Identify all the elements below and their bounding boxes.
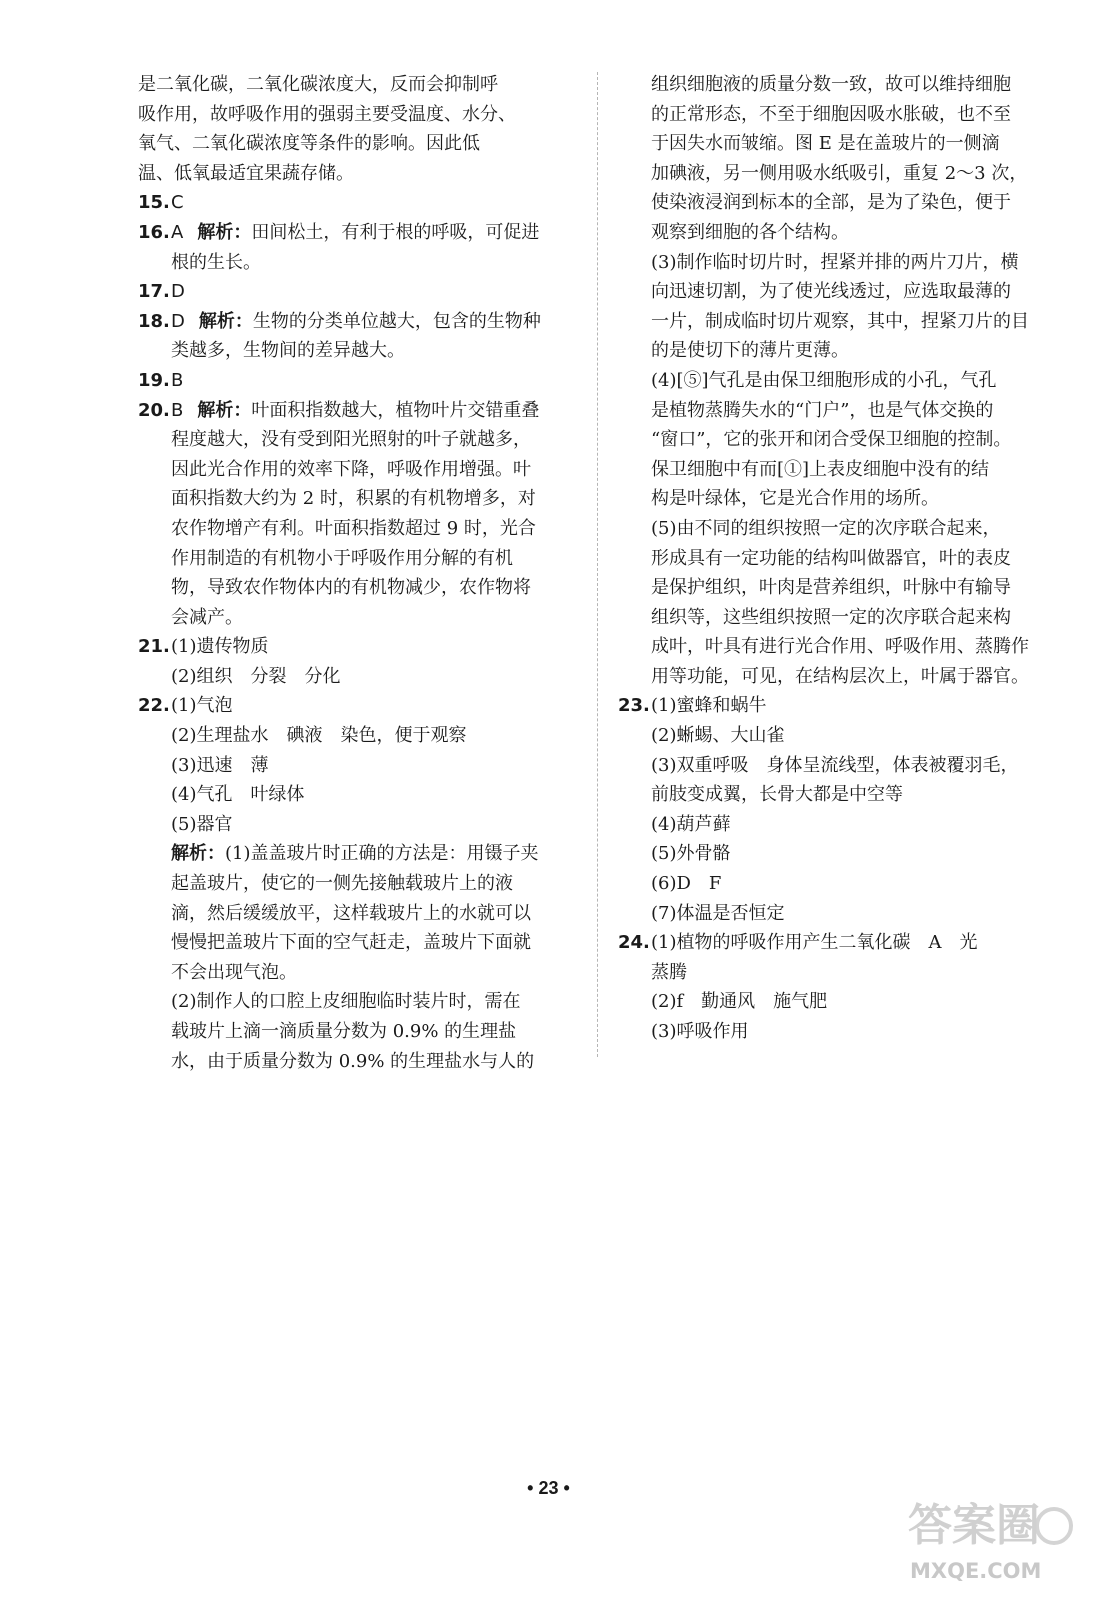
text-line: 组织细胞液的质量分数一致，故可以维持细胞 (651, 74, 1011, 95)
answer-22: 22.(1)气泡 (138, 695, 233, 717)
answer-24: 24.(1)植物的呼吸作用产生二氧化碳 A 光 (618, 932, 978, 954)
analysis-label: 解析： (171, 843, 225, 865)
text-line: (2)蜥蜴、大山雀 (651, 725, 785, 747)
answer-16: 16.A 解析：田间松土，有利于根的呼吸，可促进 (138, 221, 540, 243)
watermark-logo (904, 1488, 1074, 1588)
text-line: 保卫细胞中有而[①]上表皮细胞中没有的结 (651, 458, 990, 480)
text-line: 会减产。 (171, 606, 243, 628)
text-line: 成叶，叶具有进行光合作用、呼吸作用、蒸腾作 (651, 636, 1029, 658)
text-line: 用等功能，可见，在结构层次上，叶属于器官。 (651, 665, 1029, 687)
text-line: 观察到细胞的各个结构。 (651, 221, 849, 243)
text-line: 物，导致农作物体内的有机物减少，农作物将 (171, 577, 531, 599)
text-line: 于因失水而皱缩。图 E 是在盖玻片的一侧滴 (651, 133, 1000, 155)
text-line: 吸作用，故呼吸作用的强弱主要受温度、水分、 (138, 103, 516, 125)
text-line: 加碘液，另一侧用吸水纸吸引，重复 2～3 次， (651, 162, 1028, 184)
analysis-label: 解析： (198, 310, 253, 332)
analysis-line: 解析：(1)盖盖玻片时正确的方法是：用镊子夹 (171, 843, 539, 865)
text-line: (7)体温是否恒定 (651, 902, 785, 924)
text-line: (2)组织 分裂 分化 (171, 665, 341, 687)
text-line: (4)气孔 叶绿体 (171, 784, 305, 806)
text-line: 程度越大，没有受到阳光照射的叶子就越多， (171, 429, 531, 451)
text-line: 根的生长。 (171, 251, 261, 273)
text-line: 组织等，这些组织按照一定的次序联合起来构 (651, 606, 1011, 628)
answer-20: 20.B 解析：叶面积指数越大，植物叶片交错重叠 (138, 399, 540, 421)
text-line: 水，由于质量分数为 0.9% 的生理盐水与人的 (171, 1050, 535, 1072)
text-line: (5)由不同的组织按照一定的次序联合起来， (651, 517, 1001, 539)
text-line: 蒸腾 (651, 961, 687, 983)
text-line: 的正常形态，不至于细胞因吸水胀破，也不至 (651, 103, 1011, 125)
text-line: 慢慢把盖玻片下面的空气赶走，盖玻片下面就 (171, 932, 531, 954)
text-line: 向迅速切割，为了使光线透过，应选取最薄的 (651, 281, 1011, 303)
text-line: (2)f 勤通风 施气肥 (651, 991, 828, 1013)
text-line: 农作物增产有利。叶面积指数超过 9 时，光合 (171, 517, 536, 539)
text-line: 使染液浸润到标本的全部，是为了染色，便于 (651, 192, 1011, 214)
text-line: 因此光合作用的效率下降，呼吸作用增强。叶 (171, 458, 531, 480)
answer-18: 18.D 解析：生物的分类单位越大，包含的生物种 (138, 310, 541, 332)
watermark-url: MXQE.COM (910, 1559, 1042, 1583)
right-column (618, 70, 1058, 1047)
text-line: 起盖玻片，使它的一侧先接触载玻片上的液 (171, 873, 513, 895)
text-line: (5)器官 (171, 813, 233, 835)
answer-23: 23.(1)蜜蜂和蜗牛 (618, 695, 767, 717)
text-line: 氧气、二氧化碳浓度等条件的影响。因此低 (138, 133, 480, 155)
text-line: (2)生理盐水 碘液 染色，便于观察 (171, 725, 467, 747)
text-line: 是植物蒸腾失水的“门户”，也是气体交换的 (651, 399, 994, 421)
text-line: 面积指数大约为 2 时，积累的有机物增多，对 (171, 488, 536, 510)
text-line: (5)外骨骼 (651, 843, 731, 865)
text-line: (2)制作人的口腔上皮细胞临时装片时，需在 (171, 991, 521, 1013)
answer-21: 21.(1)遗传物质 (138, 636, 269, 658)
text-line: 载玻片上滴一滴质量分数为 0.9% 的生理盐 (171, 1021, 517, 1042)
analysis-label: 解析： (197, 221, 252, 243)
text-line: (6)D F (651, 873, 722, 895)
text-line: (4)葫芦藓 (651, 813, 731, 835)
text-line: “窗口”，它的张开和闭合受保卫细胞的控制。 (651, 429, 1012, 451)
text-line: 的是使切下的薄片更薄。 (651, 340, 849, 362)
text-line: 类越多，生物间的差异越大。 (171, 340, 405, 362)
answer-19: 19.B (138, 369, 184, 391)
column-divider (597, 72, 598, 1057)
text-line: (3)制作临时切片时，捏紧并排的两片刀片，横 (651, 251, 1019, 273)
text-line: 构是叶绿体，它是光合作用的场所。 (651, 488, 939, 510)
text-line: (3)呼吸作用 (651, 1021, 749, 1042)
text-line: (4)[⑤]气孔是由保卫细胞形成的小孔，气孔 (651, 369, 997, 391)
analysis-label: 解析： (197, 399, 252, 421)
text-line: 不会出现气泡。 (171, 961, 297, 983)
text-line: (3)双重呼吸 身体呈流线型，体表被覆羽毛， (651, 754, 1019, 776)
text-line: 温、低氧最适宜果蔬存储。 (138, 162, 354, 184)
text-line: (3)迅速 薄 (171, 754, 269, 776)
left-column (138, 70, 588, 1076)
text-line: 是二氧化碳，二氧化碳浓度大，反而会抑制呼 (138, 74, 498, 95)
answer-15: 15.C (138, 192, 184, 214)
text-line: 前肢变成翼，长骨大都是中空等 (651, 784, 903, 806)
page-number: • 23 • (527, 1478, 570, 1498)
watermark-text: 答案圈 (908, 1500, 1040, 1551)
text-line: 是保护组织，叶肉是营养组织，叶脉中有输导 (651, 577, 1011, 599)
text-line: 作用制造的有机物小于呼吸作用分解的有机 (171, 547, 513, 569)
answer-17: 17.D (138, 281, 185, 303)
text-line: 一片，制成临时切片观察，其中，捏紧刀片的目 (651, 310, 1029, 332)
text-line: 形成具有一定功能的结构叫做器官，叶的表皮 (651, 547, 1011, 569)
text-line: 滴，然后缓缓放平，这样载玻片上的水就可以 (171, 902, 531, 924)
